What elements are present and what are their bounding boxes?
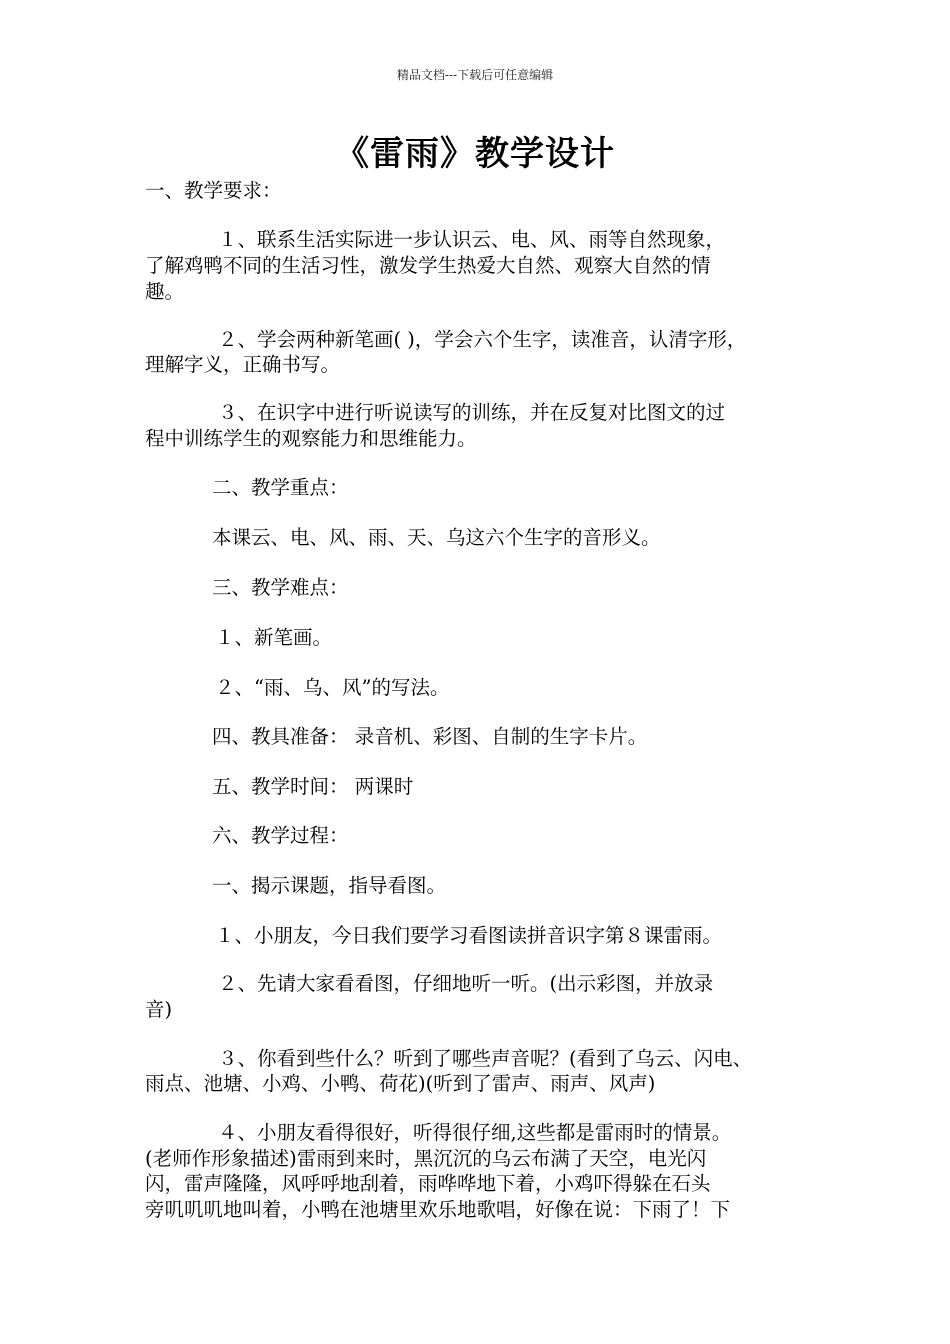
requirement-1-line-2: 了解鸡鸭不同的生活习性，激发学生热爱大自然、观察大自然的情 [145, 254, 711, 277]
page-header: 精品文档---下载后可任意编辑 [396, 68, 554, 82]
requirement-3-line-2: 程中训练学生的观察能力和思维能力。 [145, 427, 477, 450]
requirement-1-line-3: 趣。 [145, 280, 185, 303]
key-points-text: 本课云、电、风、雨、天、乌这六个生字的音形义。 [212, 526, 661, 549]
process-step-3-line-2: 雨点、池塘、小鸡、小鸭、荷花)(听到了雷声、雨声、风声) [145, 1072, 656, 1095]
requirement-2-line-2: 理解字义，正确书写。 [145, 353, 341, 376]
process-step-2-line-1: ２、先请大家看看图，仔细地听一听。(出示彩图，并放录 [218, 972, 714, 995]
requirement-2-line-1: ２、学会两种新笔画( )，学会六个生字，读准音，认清字形， [218, 328, 747, 351]
section-heading-difficulties: 三、教学难点： [212, 576, 349, 599]
materials-line: 四、教具准备： 录音机、彩图、自制的生字卡片。 [212, 725, 648, 748]
requirement-3-line-1: ３、在识字中进行听说读写的训练，并在反复对比图文的过 [218, 401, 726, 424]
difficulty-2: ２、“雨、乌、风”的写法。 [215, 676, 450, 699]
requirement-1-line-1: １、联系生活实际进一步认识云、电、风、雨等自然现象， [218, 228, 726, 251]
section-heading-key-points: 二、教学重点： [212, 476, 349, 499]
section-heading-process: 六、教学过程： [212, 824, 349, 847]
process-step-4-line-1: ４、小朋友看得很好，听得很仔细,这些都是雷雨时的情景。 [218, 1121, 732, 1144]
process-step-4-line-4: 旁叽叽叽地叫着，小鸭在池塘里欢乐地歌唱，好像在说：下雨了！下 [145, 1198, 731, 1221]
process-step-1: １、小朋友，今日我们要学习看图读拼音识字第８课雷雨。 [215, 924, 723, 947]
section-heading-requirements: 一、教学要求： [145, 179, 282, 202]
process-step-3-line-1: ３、你看到些什么？听到了哪些声音呢？(看到了乌云、闪电、 [218, 1047, 753, 1070]
time-line: 五、教学时间： 两课时 [212, 775, 414, 798]
difficulty-1: １、新笔画。 [215, 626, 333, 649]
process-sub-heading-1: 一、揭示课题，指导看图。 [212, 874, 447, 897]
process-step-4-line-2: (老师作形象描述)雷雨到来时，黑沉沉的乌云布满了天空，电光闪 [145, 1147, 707, 1170]
process-step-2-line-2: 音) [145, 998, 173, 1021]
process-step-4-line-3: 闪，雷声隆隆，风呼呼地刮着，雨哗哗地下着，小鸡吓得躲在石头 [145, 1172, 711, 1195]
document-title: 《雷雨》教学设计 [335, 134, 615, 174]
